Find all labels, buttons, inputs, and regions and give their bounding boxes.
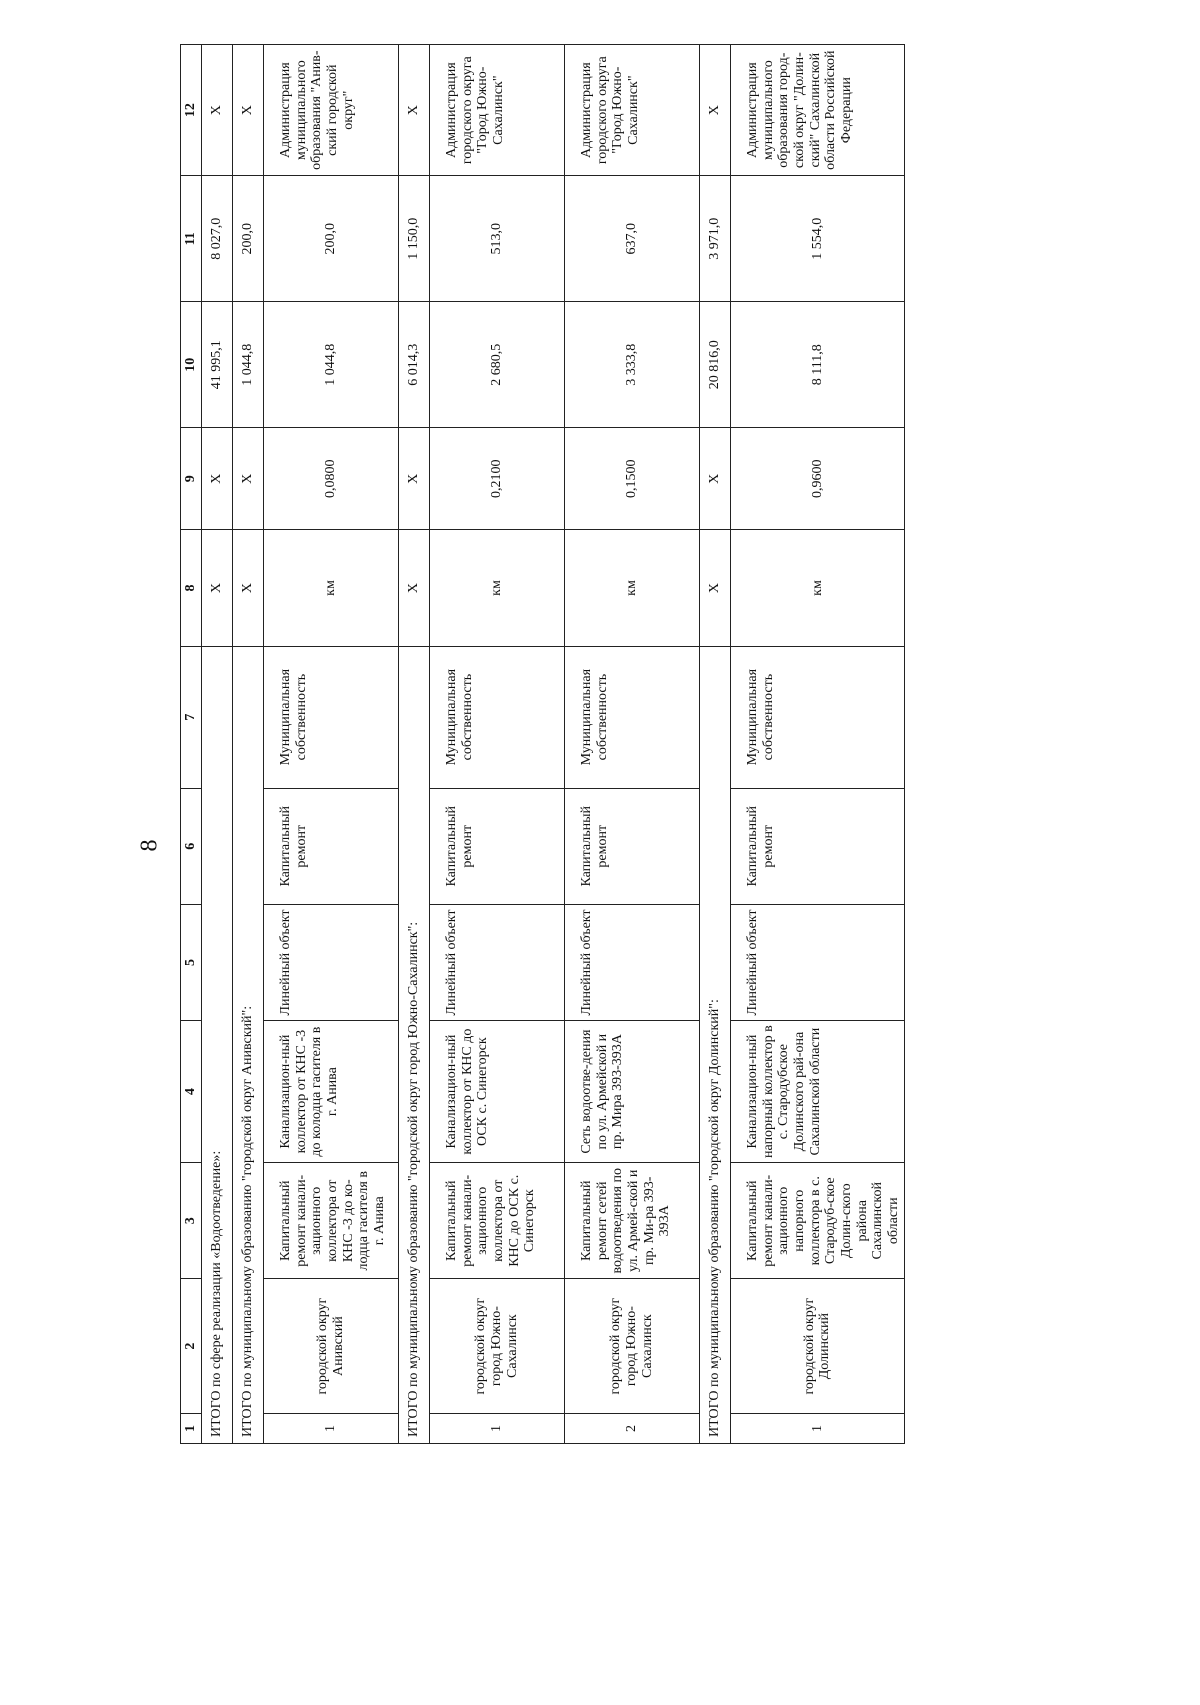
- cell-c12: Администрация муниципального образования "Анив-ский городской округ": [264, 45, 399, 176]
- cell-c5: Линейный объект: [731, 904, 905, 1020]
- cell-c11: 200,0: [233, 176, 264, 302]
- column-number-11: 11: [181, 176, 202, 302]
- total-row: [233, 45, 264, 1444]
- cell-c11: 8 027,0: [202, 176, 233, 302]
- cell-c7: Муниципальная собственность: [430, 646, 565, 788]
- cell-c5: Линейный объект: [430, 904, 565, 1020]
- cell-c4: Канализацион-ный коллектор от КНС -3 до колодца гасителя в г. Анива: [264, 1021, 399, 1163]
- cell-c11: 200,0: [264, 176, 399, 302]
- cell-c3: Капитальный ремонт сетей водоотведения по ул. Армей-ской и пр. Ми-ра 393-393А: [565, 1163, 700, 1279]
- cell-c11: 1 554,0: [731, 176, 905, 302]
- cell-c10: 2 680,5: [430, 302, 565, 428]
- cell-c12: Администрация муниципального образования город-ской округ "Долин-ский" Сахалинской области Российской Федерации: [731, 45, 905, 176]
- column-number-1: 1: [181, 1413, 202, 1443]
- cell-c9: Х: [202, 428, 233, 530]
- cell-c3: Капитальный ремонт канали-зационного коллектора от КНС до ОСК с. Синегорск: [430, 1163, 565, 1279]
- cell-c2: городской округ город Южно-Сахалинск: [565, 1279, 700, 1414]
- cell-c10: 20 816,0: [700, 302, 731, 428]
- table-body: [181, 45, 905, 1444]
- column-number-2: 2: [181, 1279, 202, 1414]
- cell-c12: Х: [399, 45, 430, 176]
- cell-c10: 3 333,8: [565, 302, 700, 428]
- cell-c9: 0,9600: [731, 428, 905, 530]
- cell-c8: Х: [233, 530, 264, 646]
- cell-c4: Канализацион-ный коллектор от КНС до ОСК с. Синегорск: [430, 1021, 565, 1163]
- cell-c7: Муниципальная собственность: [264, 646, 399, 788]
- cell-c1: 1: [430, 1413, 565, 1443]
- cell-c10: 1 044,8: [264, 302, 399, 428]
- cell-c11: 3 971,0: [700, 176, 731, 302]
- column-number-6: 6: [181, 788, 202, 904]
- cell-c7: Муниципальная собственность: [565, 646, 700, 788]
- column-number-10: 10: [181, 302, 202, 428]
- cell-c8: Х: [399, 530, 430, 646]
- cell-c12: Администрация городского округа "Город Южно-Сахалинск": [565, 45, 700, 176]
- column-number-row: [181, 45, 202, 1444]
- cell-c6: Капитальный ремонт: [565, 788, 700, 904]
- cell-c1: 2: [565, 1413, 700, 1443]
- cell-c8: км: [731, 530, 905, 646]
- cell-c9: 0,2100: [430, 428, 565, 530]
- total-row: [700, 45, 731, 1444]
- table-row: [565, 45, 700, 1444]
- total-row: [399, 45, 430, 1444]
- cell-c12: Администрация городского округа "Город Южно-Сахалинск": [430, 45, 565, 176]
- page-number: 8: [136, 839, 163, 852]
- cell-c10: 8 111,8: [731, 302, 905, 428]
- cell-label: ИТОГО по муниципальному образованию "городской округ Долинский":: [700, 646, 731, 1443]
- cell-c9: 0,1500: [565, 428, 700, 530]
- cell-c1: 1: [731, 1413, 905, 1443]
- table-row: [430, 45, 565, 1444]
- column-number-5: 5: [181, 904, 202, 1020]
- cell-c6: Капитальный ремонт: [430, 788, 565, 904]
- cell-c10: 6 014,3: [399, 302, 430, 428]
- cell-c3: Капитальный ремонт канали-зационного коллектора от КНС -3 до ко-лодца гасителя в г. Анива: [264, 1163, 399, 1279]
- column-number-4: 4: [181, 1021, 202, 1163]
- cell-label: ИТОГО по муниципальному образованию "городской округ город Южно-Сахалинск":: [399, 646, 430, 1443]
- cell-c8: км: [264, 530, 399, 646]
- cell-c3: Капитальный ремонт канали-зационного напорного коллектора в с. Стародуб-ское Долин-ского района Сахалинской области: [731, 1163, 905, 1279]
- cell-c12: Х: [233, 45, 264, 176]
- cell-c8: км: [565, 530, 700, 646]
- cell-label: ИТОГО по сфере реализации «Водоотведение»:: [202, 646, 233, 1443]
- cell-c1: 1: [264, 1413, 399, 1443]
- cell-c5: Линейный объект: [264, 904, 399, 1020]
- cell-c9: Х: [233, 428, 264, 530]
- object-list-table: [180, 44, 905, 1444]
- cell-c5: Линейный объект: [565, 904, 700, 1020]
- cell-c11: 513,0: [430, 176, 565, 302]
- cell-c10: 41 995,1: [202, 302, 233, 428]
- column-number-3: 3: [181, 1163, 202, 1279]
- cell-c4: Сеть водоотве-дения по ул. Армейской и пр. Мира 393-393А: [565, 1021, 700, 1163]
- cell-c11: 637,0: [565, 176, 700, 302]
- table-row: [731, 45, 905, 1444]
- cell-c8: Х: [202, 530, 233, 646]
- cell-c2: городской округ Долинский: [731, 1279, 905, 1414]
- column-number-7: 7: [181, 646, 202, 788]
- cell-c6: Капитальный ремонт: [264, 788, 399, 904]
- cell-c9: Х: [399, 428, 430, 530]
- cell-c11: 1 150,0: [399, 176, 430, 302]
- cell-c9: 0,0800: [264, 428, 399, 530]
- cell-c6: Капитальный ремонт: [731, 788, 905, 904]
- cell-c7: Муниципальная собственность: [731, 646, 905, 788]
- column-number-9: 9: [181, 428, 202, 530]
- cell-c9: Х: [700, 428, 731, 530]
- cell-c2: городской округ город Южно-Сахалинск: [430, 1279, 565, 1414]
- cell-c8: км: [430, 530, 565, 646]
- cell-c12: Х: [202, 45, 233, 176]
- total-row: [202, 45, 233, 1444]
- cell-c2: городской округ Анивский: [264, 1279, 399, 1414]
- cell-c12: Х: [700, 45, 731, 176]
- cell-c10: 1 044,8: [233, 302, 264, 428]
- cell-c4: Канализацион-ный напорный коллектор в с. Стародубское Долинского рай-она Сахалинской области: [731, 1021, 905, 1163]
- column-number-8: 8: [181, 530, 202, 646]
- cell-label: ИТОГО по муниципальному образованию "городской округ Анивский":: [233, 646, 264, 1443]
- rotated-table-container: [180, 44, 1000, 1444]
- column-number-12: 12: [181, 45, 202, 176]
- cell-c8: Х: [700, 530, 731, 646]
- table-row: [264, 45, 399, 1444]
